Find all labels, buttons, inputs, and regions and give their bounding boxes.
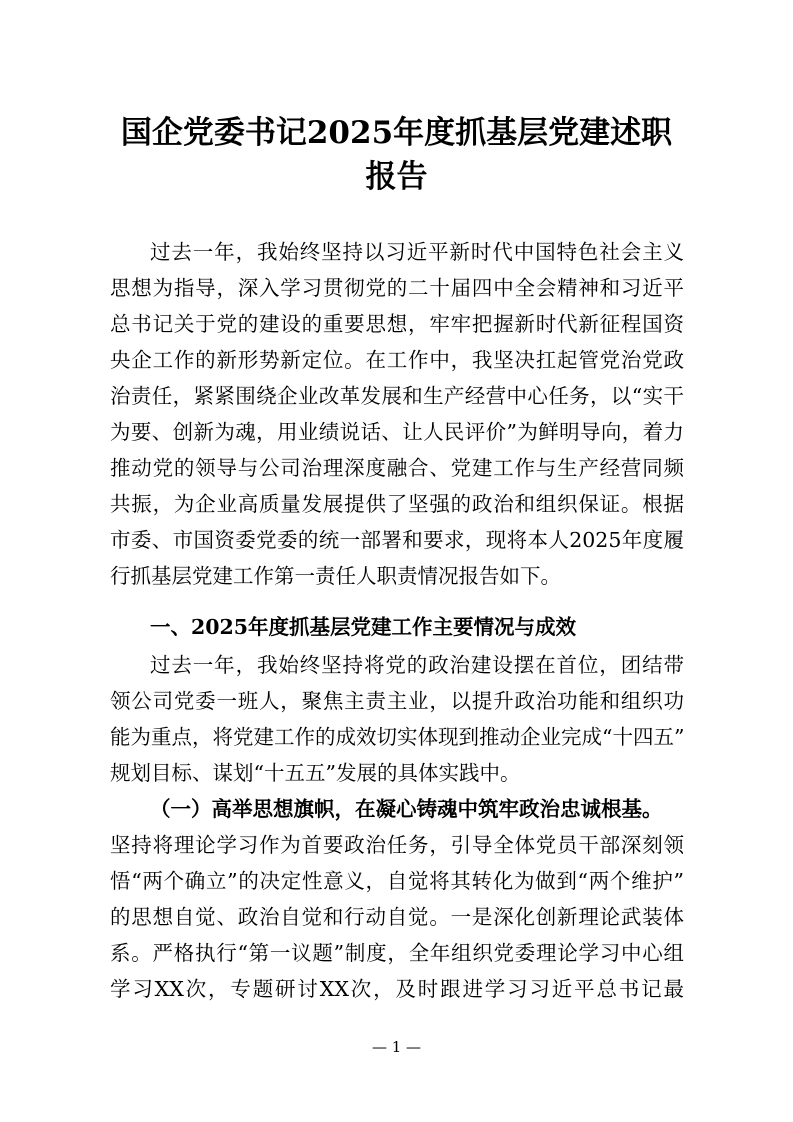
paragraph-1-line-6: 为要、创新为魂，用业绩说话、让人民评价”为鲜明导向，着力 [110, 420, 684, 444]
paragraph-2-line-3: 能为重点，将党建工作的成效切实体现到推动企业完成“十四五” [110, 725, 684, 749]
paragraph-1-line-3: 总书记关于党的建设的重要思想，牢牢把握新时代新征程国资 [110, 312, 684, 336]
document-title-line-1: 国企党委书记2025年度抓基层党建述职 [120, 115, 673, 151]
paragraph-3-line-5: 学习XX次，专题研讨XX次，及时跟进学习习近平总书记最 [110, 977, 684, 1001]
paragraph-1-line-2: 思想为指导，深入学习贯彻党的二十届四中全会精神和习近平 [110, 276, 684, 300]
subsection-heading-1: （一）高举思想旗帜，在凝心铸魂中筑牢政治忠诚根基。 [150, 797, 663, 821]
paragraph-1-line-9: 市委、市国资委党委的统一部署和要求，现将本人2025年度履 [110, 528, 684, 552]
paragraph-3-line-2: 悟“两个确立”的决定性意义，自觉将其转化为做到“两个维护” [110, 869, 684, 893]
paragraph-3-line-4: 系。严格执行“第一议题”制度，全年组织党委理论学习中心组 [110, 941, 684, 965]
document-title-line-2: 报告 [365, 159, 428, 195]
paragraph-2-line-1: 过去一年，我始终坚持将党的政治建设摆在首位，团结带 [150, 653, 684, 677]
paragraph-3-line-1: 坚持将理论学习作为首要政治任务，引导全体党员干部深刻领 [110, 833, 684, 857]
paragraph-1-line-10: 行抓基层党建工作第一责任人职责情况报告如下。 [110, 564, 561, 588]
paragraph-2-line-4: 规划目标、谋划“十五五”发展的具体实践中。 [110, 761, 521, 785]
paragraph-1-line-1: 过去一年，我始终坚持以习近平新时代中国特色社会主义 [150, 240, 684, 264]
paragraph-1-line-5: 治责任，紧紧围绕企业改革发展和生产经营中心任务，以“实干 [110, 384, 684, 408]
page-number: — 1 — [371, 1038, 422, 1056]
paragraph-1-line-8: 共振，为企业高质量发展提供了坚强的政治和组织保证。根据 [110, 492, 684, 516]
paragraph-1-line-7: 推动党的领导与公司治理深度融合、党建工作与生产经营同频 [110, 456, 684, 480]
paragraph-2-line-2: 领公司党委一班人，聚焦主责主业，以提升政治功能和组织功 [110, 689, 684, 713]
paragraph-3-line-3: 的思想自觉、政治自觉和行动自觉。一是深化创新理论武装体 [110, 905, 684, 929]
section-heading-1: 一、2025年度抓基层党建工作主要情况与成效 [150, 615, 577, 639]
paragraph-1-line-4: 央企工作的新形势新定位。在工作中，我坚决扛起管党治党政 [110, 348, 684, 372]
